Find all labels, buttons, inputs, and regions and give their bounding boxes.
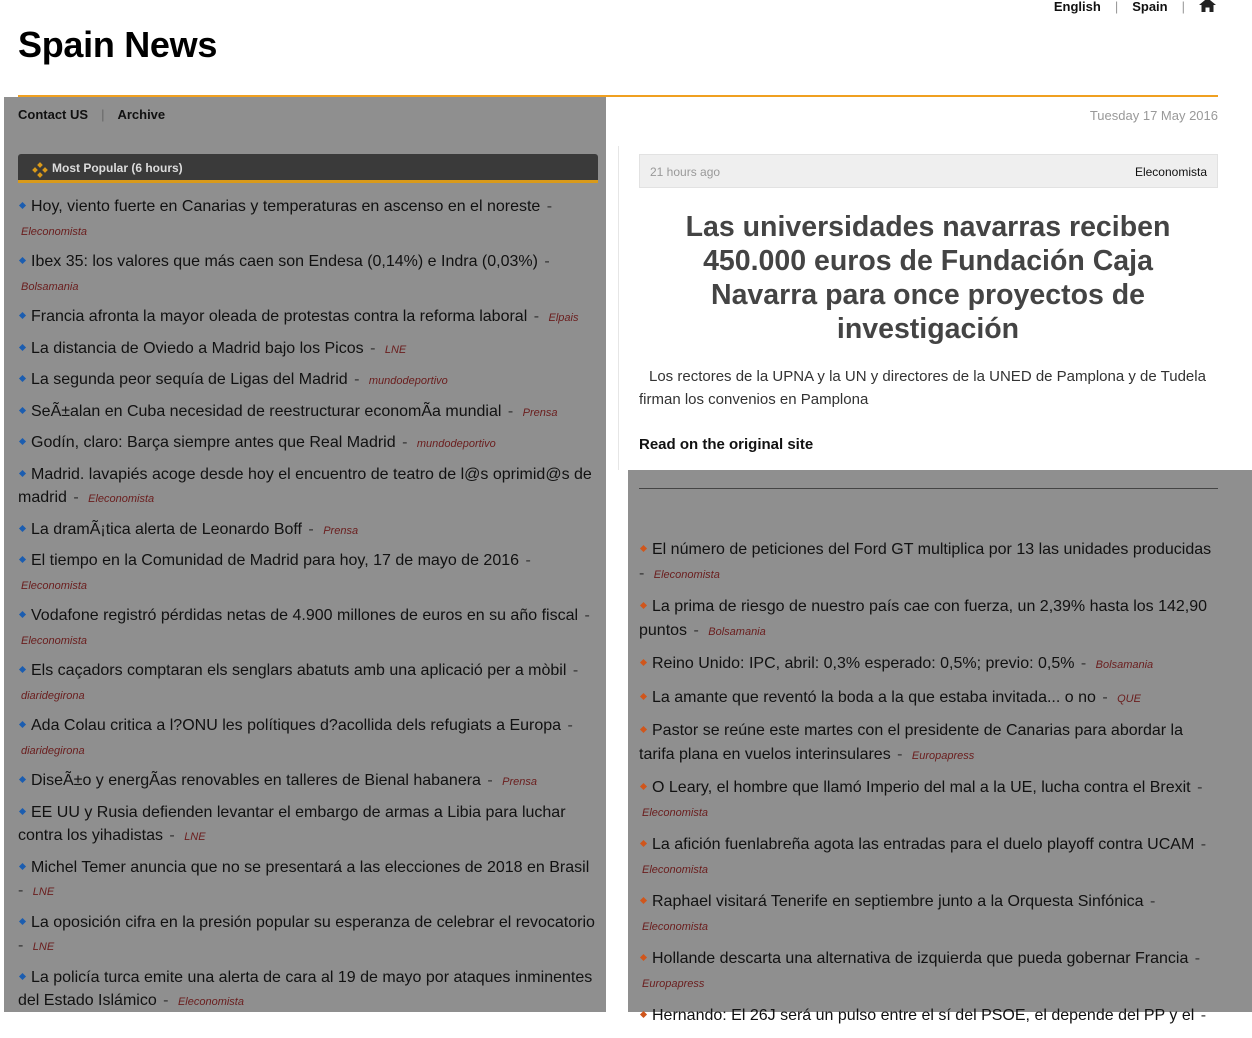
bullet-icon — [640, 840, 647, 847]
most-popular-header — [18, 154, 598, 183]
source-separator: - — [563, 717, 573, 734]
news-source-link[interactable]: Eleconomista — [21, 634, 88, 647]
source-separator: - — [1076, 655, 1091, 672]
archive-link[interactable]: Archive — [117, 107, 166, 122]
news-source-link[interactable]: Eleconomista — [21, 225, 88, 238]
source-separator: - — [580, 607, 590, 624]
source-separator: - — [521, 552, 531, 569]
article-meta-bar — [639, 154, 1218, 188]
home-link[interactable] — [1199, 0, 1216, 15]
list-item — [18, 604, 600, 653]
news-source-link[interactable]: Elpais — [548, 312, 579, 324]
source-separator: - — [164, 827, 180, 844]
list-item — [18, 250, 600, 299]
news-headline-link[interactable]: Francia afronta la mayor oleada de protestas contra la reforma laboral — [31, 308, 528, 325]
bullet-icon — [640, 693, 647, 700]
secondary-nav — [18, 107, 165, 122]
source-separator: - — [568, 662, 579, 679]
list-item — [639, 890, 1221, 939]
list-item — [639, 776, 1221, 825]
source-separator: - — [1192, 779, 1203, 796]
nav-separator: | — [101, 107, 105, 122]
source-separator: - — [68, 489, 84, 506]
news-source-link[interactable]: diaridegirona — [21, 744, 85, 757]
related-news-panel — [628, 470, 1252, 1024]
bullet-icon — [19, 666, 26, 673]
bullet-icon — [640, 897, 647, 904]
nav-separator: | — [1114, 0, 1119, 14]
news-source-link[interactable]: Eleconomista — [88, 493, 155, 505]
bullet-icon — [640, 545, 647, 552]
list-item — [18, 801, 600, 850]
source-separator: - — [365, 339, 380, 357]
bullet-icon — [640, 726, 647, 733]
related-divider — [639, 488, 1218, 489]
news-source-link[interactable]: Prensa — [502, 776, 538, 788]
most-popular-list — [18, 195, 600, 1021]
bullet-icon — [19, 470, 26, 477]
bullet-icon — [19, 721, 26, 728]
source-separator: - — [1196, 1007, 1207, 1024]
lang-english-link[interactable]: English — [1053, 0, 1101, 14]
bullet-icon — [19, 202, 26, 209]
list-item — [639, 947, 1221, 996]
bullet-icon — [19, 918, 26, 925]
article-summary: Los rectores de la UPNA y la UN y directores de la UNED de Pamplona y de Tudela firman los convenios en Pamplona — [639, 368, 1206, 408]
list-item — [639, 1004, 1221, 1030]
news-headline-link[interactable]: Michel Temer anuncia que no se presentará a las elecciones de 2018 en Brasil — [31, 858, 590, 876]
news-source-link[interactable]: Europapress — [911, 749, 975, 762]
source-separator: - — [639, 564, 649, 582]
source-separator: - — [503, 402, 518, 420]
source-separator: - — [1097, 688, 1113, 706]
source-separator: - — [18, 937, 28, 954]
news-source-link[interactable]: Prensa — [323, 524, 359, 537]
source-separator: - — [18, 882, 28, 899]
home-icon — [1199, 0, 1216, 12]
news-headline-link[interactable]: Pastor se reúne este martes con el presidente de Canarias para abordar la tarifa plana en vuelos interinsulares — [639, 722, 1183, 763]
bullet-icon — [19, 407, 26, 414]
source-separator: - — [689, 621, 704, 639]
news-headline-link[interactable]: El número de peticiones del Ford GT multiplica por 13 las unidades producidas — [652, 541, 1212, 558]
news-source-link[interactable]: Bolsamania — [21, 280, 79, 293]
news-source-link[interactable]: LNE — [32, 941, 55, 953]
bullet-icon — [19, 525, 26, 532]
bullet-icon — [19, 808, 26, 815]
news-headline-link[interactable]: EE UU y Rusia defienden levantar el embargo de armas a Libia para luchar contra los yihadistas — [18, 803, 566, 844]
list-item — [639, 652, 1221, 678]
list-item — [18, 368, 600, 394]
contact-us-link[interactable]: Contact US — [18, 107, 89, 122]
list-item — [18, 431, 600, 457]
news-source-link[interactable]: Eleconomista — [642, 863, 709, 876]
list-item — [639, 686, 1221, 712]
nav-separator: | — [1181, 0, 1185, 14]
current-date: Tuesday 17 May 2016 — [1089, 108, 1218, 123]
bullet-icon — [640, 1011, 647, 1018]
list-item — [18, 856, 600, 905]
language-nav — [1054, 0, 1216, 15]
column-divider — [618, 146, 619, 470]
list-item — [18, 400, 600, 426]
news-source-link[interactable]: QUE — [1117, 692, 1141, 705]
news-source-link[interactable]: LNE — [384, 343, 407, 356]
article-headline[interactable]: Las universidades navarras reciben 450.000 euros de Fundación Caja Navarra para once proyectos de investigación — [685, 211, 1171, 345]
news-headline-link[interactable]: Reino Unido: IPC, abril: 0,3% esperado: 0,5%; previo: 0,5% — [652, 655, 1075, 672]
list-item — [18, 966, 600, 1015]
news-headline-link[interactable]: Madrid. lavapiés acoge desde hoy el encuentro de teatro de l@s oprimid@s de madrid — [18, 465, 592, 506]
list-item — [639, 833, 1221, 882]
news-source-link[interactable]: LNE — [184, 831, 206, 843]
list-item — [18, 911, 600, 960]
news-source-link[interactable]: mundodeportivo — [416, 438, 496, 450]
news-headline-link[interactable]: La amante que reventó la boda a la que estaba invitada... o no — [652, 688, 1096, 706]
list-item — [18, 549, 600, 598]
list-item — [18, 518, 600, 544]
left-sidebar — [4, 97, 606, 1012]
lang-spain-link[interactable]: Spain — [1132, 0, 1168, 14]
list-item — [639, 595, 1221, 644]
source-separator: - — [1145, 893, 1156, 910]
news-headline-link[interactable]: Vodafone registró pérdidas netas de 4.900 millones de euros en su año fiscal — [31, 607, 579, 624]
related-news-list — [639, 538, 1221, 1038]
bullet-icon — [640, 783, 647, 790]
bullet-icon — [640, 659, 647, 666]
source-separator: - — [539, 253, 550, 270]
source-separator: - — [542, 198, 553, 215]
source-separator: - — [158, 992, 173, 1009]
bullet-icon — [19, 344, 26, 351]
read-original-link[interactable]: Read on the original site — [639, 436, 814, 453]
news-source-link[interactable]: Prensa — [522, 406, 558, 419]
news-headline-link[interactable]: DiseÃ±o y energÃas renovables en talleres de Bienal habanera — [31, 772, 481, 789]
bullet-icon — [19, 776, 26, 783]
bullet-icon — [19, 556, 26, 563]
news-headline-link[interactable]: Ada Colau critica a l?ONU les polítiques d?acollida dels refugiats a Europa — [31, 717, 562, 734]
news-headline-link[interactable]: La policía turca emite una alerta de cara al 19 de mayo por ataques inminentes del Estado Islámico — [18, 968, 593, 1009]
source-separator: - — [482, 772, 498, 789]
news-headline-link[interactable]: Ibex 35: los valores que más caen son Endesa (0,14%) e Indra (0,03%) — [31, 253, 538, 270]
list-item — [18, 337, 600, 363]
news-headline-link[interactable]: SeÃ±alan en Cuba necesidad de reestructurar economÃa mundial — [31, 402, 502, 420]
news-source-link[interactable]: LNE — [32, 886, 55, 898]
bullet-icon — [640, 954, 647, 961]
most-popular-title: Most Popular (6 hours) — [52, 161, 183, 175]
source-separator: - — [892, 745, 907, 763]
news-source-link[interactable]: Eleconomista — [642, 806, 709, 819]
news-source-link[interactable]: diaridegirona — [21, 689, 85, 702]
news-headline-link[interactable]: La dramÃ¡tica alerta de Leonardo Boff — [31, 520, 302, 538]
news-source-link[interactable]: Eleconomista — [21, 579, 88, 592]
news-headline-link[interactable]: La afición fuenlabreña agota las entradas para el duelo playoff contra UCAM — [652, 836, 1195, 853]
news-headline-link[interactable]: Raphael visitará Tenerife en septiembre junto a la Orquesta Sinfónica — [652, 893, 1144, 910]
article-time-ago: 21 hours ago — [650, 165, 721, 179]
source-separator: - — [349, 371, 364, 388]
list-item — [639, 719, 1221, 768]
source-separator: - — [1196, 836, 1207, 853]
list-item — [18, 714, 600, 763]
list-item — [18, 463, 600, 512]
site-title[interactable]: Spain News — [18, 24, 218, 65]
bullet-icon — [19, 611, 26, 618]
news-headline-link[interactable]: La distancia de Oviedo a Madrid bajo los Picos — [31, 339, 364, 357]
news-source-link[interactable]: Europapress — [642, 977, 705, 990]
news-source-link[interactable]: Eleconomista — [653, 568, 720, 581]
bullet-icon — [19, 863, 26, 870]
article-source-link[interactable]: Eleconomista — [1134, 165, 1207, 179]
list-item — [18, 769, 600, 795]
list-item — [18, 305, 600, 331]
list-item — [18, 195, 600, 244]
news-headline-link[interactable]: Hollande descarta una alternativa de izquierda que pueda gobernar Francia — [652, 950, 1189, 967]
news-source-link[interactable]: mundodeportivo — [368, 375, 448, 387]
source-separator: - — [529, 308, 544, 325]
list-item — [639, 538, 1221, 587]
source-separator: - — [1190, 950, 1201, 967]
news-headline-link[interactable]: O Leary, el hombre que llamó Imperio del mal a la UE, lucha contra el Brexit — [652, 779, 1191, 796]
news-headline-link[interactable]: Hernando: El 26J será un pulso entre el sí del PSOE, el depende del PP y el — [652, 1007, 1195, 1024]
news-source-link[interactable]: Bolsamania — [1095, 659, 1154, 671]
bullet-icon — [19, 312, 26, 319]
list-item — [18, 659, 600, 708]
news-headline-link[interactable]: Godín, claro: Barça siempre antes que Real Madrid — [31, 434, 396, 451]
bullet-icon — [19, 375, 26, 382]
news-source-link[interactable]: Eleconomista — [642, 920, 709, 933]
source-separator: - — [303, 520, 319, 538]
news-headline-link[interactable]: Hoy, viento fuerte en Canarias y temperaturas en ascenso en el noreste — [31, 198, 541, 215]
bullet-icon — [19, 973, 26, 980]
news-headline-link[interactable]: El tiempo en la Comunidad de Madrid para hoy, 17 de mayo de 2016 — [31, 552, 520, 569]
news-headline-link[interactable]: La segunda peor sequía de Ligas del Madrid — [31, 371, 348, 388]
news-headline-link[interactable]: La oposición cifra en la presión popular su esperanza de celebrar el revocatorio — [31, 913, 595, 931]
bullet-icon — [19, 257, 26, 264]
source-separator: - — [397, 434, 412, 451]
bullet-icon — [640, 602, 647, 609]
bullet-icon — [19, 438, 26, 445]
news-headline-link[interactable]: Els caçadors comptaran els senglars abatuts amb una aplicació per a mòbil — [31, 662, 567, 679]
news-source-link[interactable]: Bolsamania — [708, 625, 766, 638]
news-headline-link[interactable]: La prima de riesgo de nuestro país cae con fuerza, un 2,39% hasta los 142,90 puntos — [639, 598, 1208, 639]
diamond-cluster-icon — [33, 163, 47, 177]
news-source-link[interactable]: Eleconomista — [177, 996, 244, 1008]
